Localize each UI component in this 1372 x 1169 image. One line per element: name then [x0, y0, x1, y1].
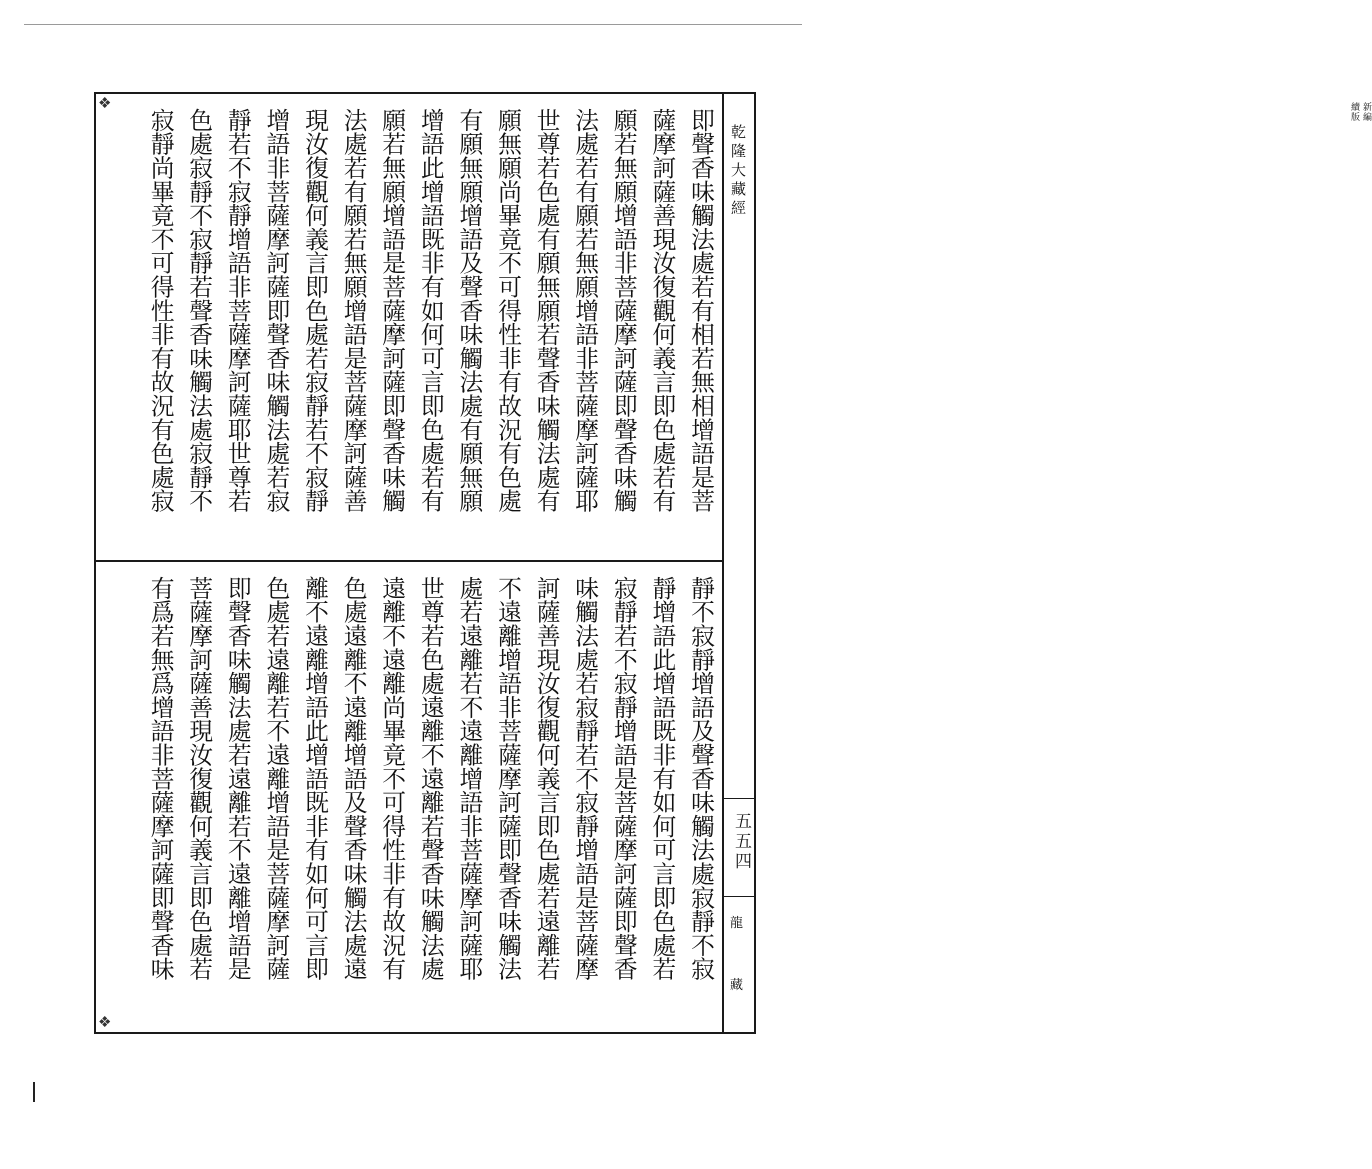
side-rule — [724, 798, 754, 799]
text-column: 法處若有願若無願增語非菩薩摩訶薩耶 — [571, 108, 600, 513]
text-column: 訶薩善現汝復觀何義言即色處若遠離若 — [532, 576, 561, 981]
text-column: 色處遠離不遠離增語及聲香味觸法處遠 — [339, 576, 368, 981]
text-column: 遠離不遠離尚畢竟不可得性非有故況有 — [378, 576, 407, 981]
page-frame — [94, 92, 1371, 1034]
text-column: 菩薩摩訶薩善現汝復觀何義言即色處若 — [185, 576, 214, 981]
text-column: 靜不寂靜增語及聲香味觸法處寂靜不寂 — [687, 576, 715, 981]
edition-seal — [1344, 102, 1372, 142]
text-column: 處若遠離若不遠離增語非菩薩摩訶薩耶 — [455, 576, 484, 981]
text-column: 即聲香味觸法處若有相若無相增語是菩 — [687, 108, 715, 513]
corner-ornament-icon: ❖ — [98, 94, 112, 112]
margin-mark — [33, 1082, 35, 1102]
text-column: 即聲香味觸法處若遠離若不遠離增語是 — [223, 576, 252, 981]
side-panel — [724, 94, 1371, 1032]
text-column: 靜若不寂靜增語非菩薩摩訶薩耶世尊若 — [223, 108, 252, 513]
edition-char: 龍 — [730, 916, 744, 931]
text-column: 有願無願增語及聲香味觸法處有願無願 — [455, 108, 484, 513]
page-number: 五五四 — [731, 812, 751, 872]
text-column: 色處寂靜不寂靜若聲香味觸法處寂靜不 — [185, 108, 214, 513]
side-rule — [724, 896, 754, 897]
seal-line: 新編 — [1361, 102, 1371, 122]
text-column: 薩摩訶薩善現汝復觀何義言即色處若有 — [648, 108, 677, 513]
text-column: 法處若有願若無願增語是菩薩摩訶薩善 — [339, 108, 368, 513]
text-column: 色處若遠離若不遠離增語是菩薩摩訶薩 — [262, 576, 291, 981]
text-column: 願若無願增語非菩薩摩訶薩即聲香味觸 — [609, 108, 638, 513]
middle-divider — [96, 560, 722, 562]
sutra-title: 乾隆大藏經 — [729, 124, 747, 219]
edition-char: 藏 — [730, 978, 744, 993]
top-rule — [24, 24, 802, 25]
text-column: 增語非菩薩摩訶薩即聲香味觸法處若寂 — [262, 108, 291, 513]
text-column: 有爲若無爲增語非菩薩摩訶薩即聲香味 — [146, 576, 175, 981]
text-column: 願無願尚畢竟不可得性非有故況有色處 — [494, 108, 522, 513]
text-column: 寂靜若不寂靜增語是菩薩摩訶薩即聲香 — [609, 576, 638, 981]
text-column: 願若無願增語是菩薩摩訶薩即聲香味觸 — [378, 108, 407, 513]
corner-ornament-icon: ❖ — [98, 1013, 112, 1031]
text-column: 世尊若色處有願無願若聲香味觸法處有 — [532, 108, 561, 513]
text-column: 靜增語此增語既非有如何可言即色處若 — [648, 576, 677, 981]
text-column: 不遠離增語非菩薩摩訶薩即聲香味觸法 — [494, 576, 522, 981]
text-column: 離不遠離增語此增語既非有如何可言即 — [301, 576, 329, 981]
seal-line: 續版 — [1349, 102, 1359, 122]
text-column: 寂靜尚畢竟不可得性非有故況有色處寂 — [146, 108, 175, 513]
text-column: 味觸法處若寂靜若不寂靜增語是菩薩摩 — [571, 576, 600, 981]
text-column: 世尊若色處遠離不遠離若聲香味觸法處 — [416, 576, 445, 981]
text-column: 現汝復觀何義言即色處若寂靜若不寂靜 — [301, 108, 329, 513]
text-column: 增語此增語既非有如何可言即色處若有 — [416, 108, 445, 513]
